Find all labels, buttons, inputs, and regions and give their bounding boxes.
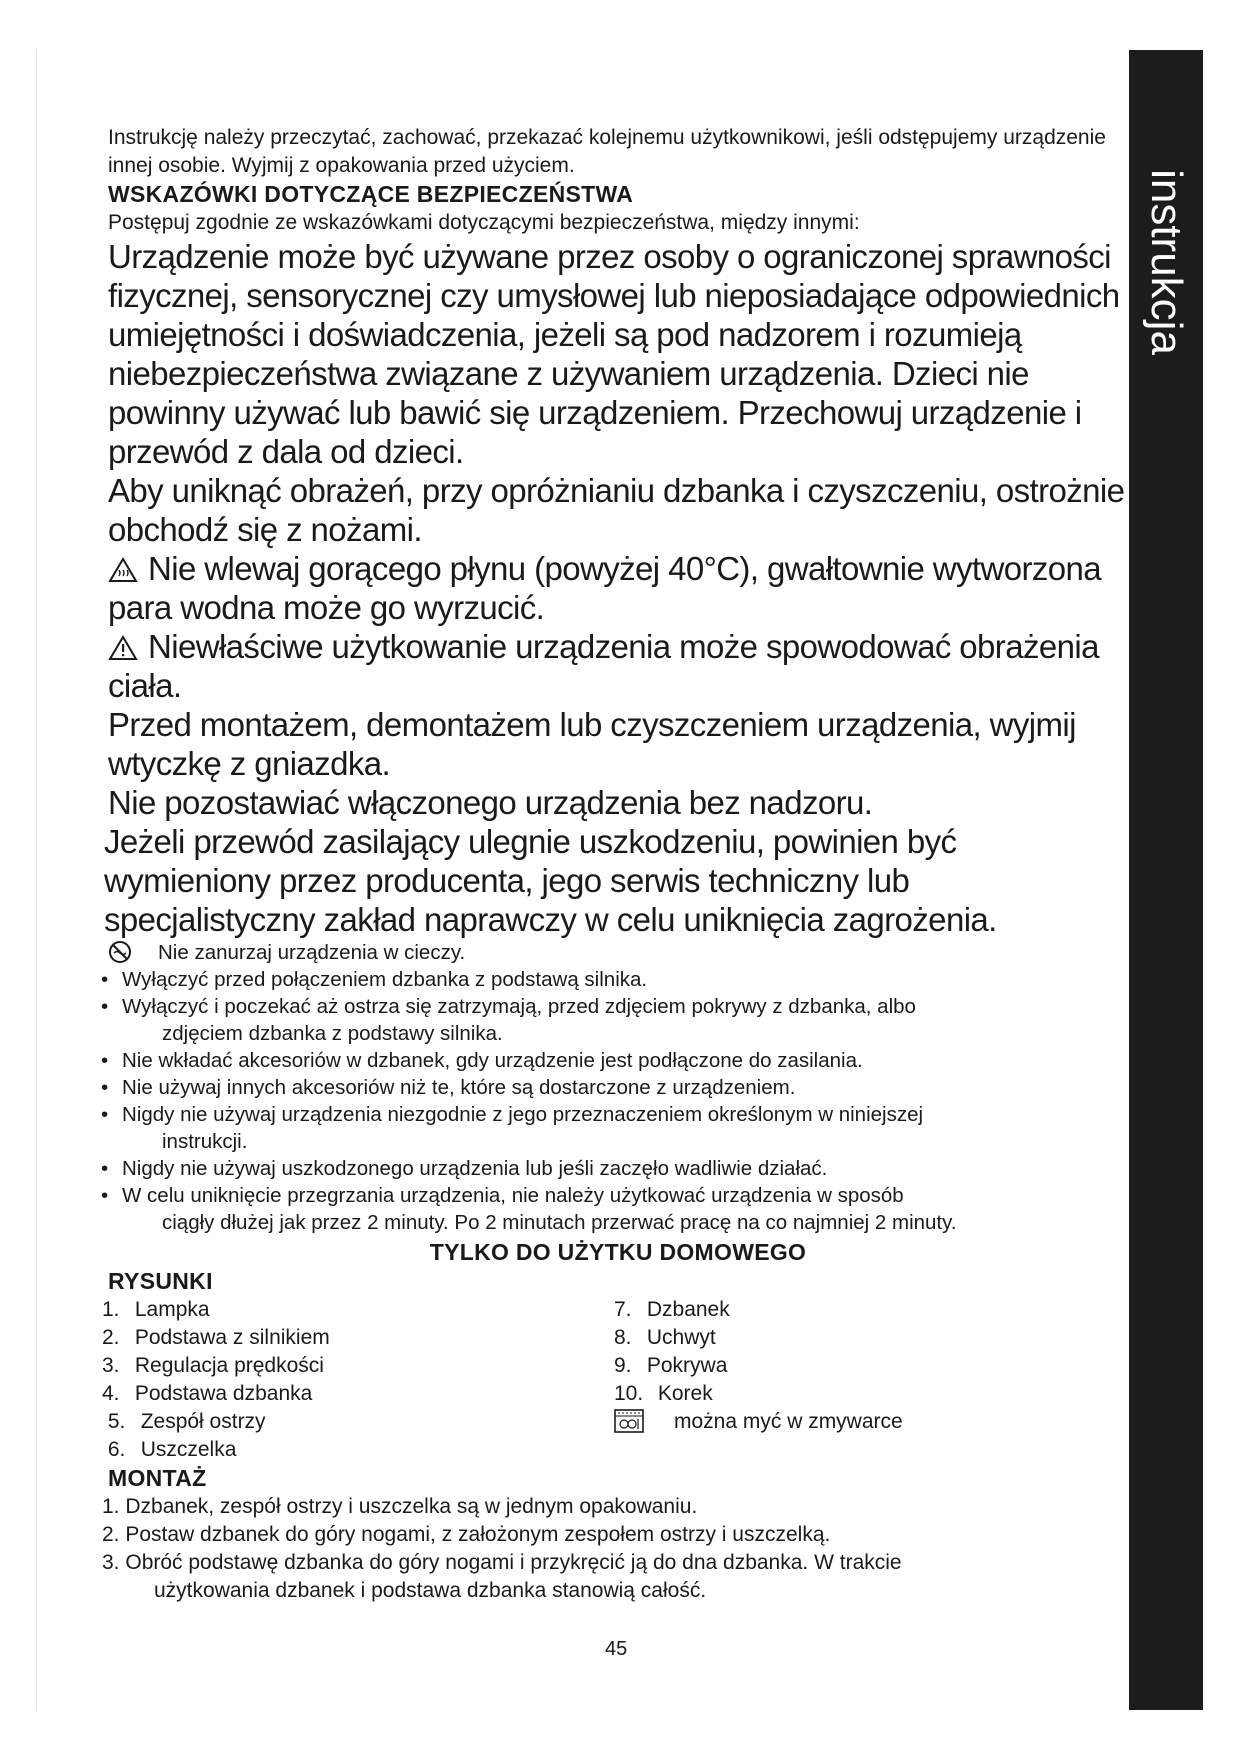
household-use-heading: TYLKO DO UŻYTKU DOMOWEGO bbox=[429, 1239, 807, 1265]
hot-liquid-warning bbox=[108, 549, 1128, 627]
no-immerse-line bbox=[108, 939, 1128, 966]
figure-item: 3. Regulacja prędkości bbox=[102, 1354, 324, 1377]
list-item: • Nigdy nie używaj uszkodzonego urządzenia lub jeśli zaczęło wadliwie działać. bbox=[108, 1155, 1128, 1182]
figures-heading: RYSUNKI bbox=[108, 1268, 213, 1294]
safety-paragraph-7: Jeżeli przewód zasilający ulegnie uszkodzeniu, powinien być wymieniony przez producenta, jego serwis techniczny lub specjalistyczny zakład naprawczy w celu uniknięcia zagrożenia. bbox=[104, 823, 997, 938]
warning-icon bbox=[108, 635, 138, 661]
figures-list bbox=[102, 1296, 1128, 1464]
hot-surface-warning-icon bbox=[108, 557, 138, 583]
no-immerse-text: Nie zanurzaj urządzenia w cieczy. bbox=[158, 941, 466, 964]
side-tab-label: instrukcja bbox=[1142, 169, 1191, 355]
figure-item: 9. Pokrywa bbox=[614, 1354, 728, 1377]
do-not-immerse-icon bbox=[108, 940, 132, 964]
figure-item: 2. Podstawa z silnikiem bbox=[102, 1326, 330, 1349]
safety-paragraph-5: Przed montażem, demontażem lub czyszczeniem urządzenia, wyjmij wtyczkę z gniazdka. bbox=[108, 706, 1076, 782]
figure-item: 1. Lampka bbox=[102, 1298, 210, 1321]
hot-liquid-text: Nie wlewaj gorącego płynu (powyżej 40°C), gwałtownie wytworzona para wodna może go wyrzucić. bbox=[108, 550, 1102, 626]
safety-heading: WSKAZÓWKI DOTYCZĄCE BEZPIECZEŃSTWA bbox=[108, 181, 634, 207]
safety-paragraph-1: Urządzenie może być używane przez osoby o ograniczonej sprawności fizycznej, sensorycznej czy umysłowej lub nieposiadające odpowiednich umiejętności i doświadczenia, jeżeli są pod nadzorem i rozumieją niebezpieczeństwa związane z używaniem urządzenia. Dzieci nie powinny używać lub bawić się urządzeniem. Przechowuj urządzenie i przewód z dala od dzieci. bbox=[108, 238, 1120, 470]
list-item: 1. Dzbanek, zespół ostrzy i uszczelka są w jednym opakowaniu. bbox=[102, 1495, 698, 1518]
misuse-warning bbox=[108, 627, 1128, 705]
dishwasher-icon bbox=[614, 1409, 644, 1433]
dishwasher-safe-note bbox=[614, 1408, 1014, 1436]
list-item: • Wyłączyć przed połączeniem dzbanka z podstawą silnika. bbox=[108, 966, 1128, 993]
list-item: 2. Postaw dzbanek do góry nogami, z założonym zespołem ostrzy i uszczelką. bbox=[102, 1523, 831, 1546]
list-item: • W celu uniknięcie przegrzania urządzenia, nie należy użytkować urządzenia w sposób ciągły dłużej jak przez 2 minuty. Po 2 minutach przerwać pracę na co najmniej 2 minuty. bbox=[108, 1182, 1128, 1236]
figure-item: 4. Podstawa dzbanka bbox=[102, 1382, 313, 1405]
page-number: 45 bbox=[605, 1638, 628, 1660]
safety-paragraph-6: Nie pozostawiać włączonego urządzenia bez nadzoru. bbox=[108, 784, 873, 821]
intro-text: Instrukcję należy przeczytać, zachować, przekazać kolejnemu użytkownikowi, jeśli odstępujemy urządzenie innej osobie. Wyjmij z opakowania przed użyciem. bbox=[108, 126, 1106, 177]
list-item: • Nigdy nie używaj urządzenia niezgodnie z jego przeznaczeniem określonym w niniejszej instrukcji. bbox=[108, 1101, 1128, 1155]
dishwasher-text: można myć w zmywarce bbox=[674, 1410, 903, 1433]
figures-column-right bbox=[614, 1296, 1014, 1464]
misuse-text: Niewłaściwe użytkowanie urządzenia może spowodować obrażenia ciała. bbox=[108, 628, 1099, 704]
safety-paragraph-2: Aby uniknąć obrażeń, przy opróżnianiu dzbanka i czyszczeniu, ostrożnie obchodź się z nożami. bbox=[108, 472, 1125, 548]
figure-item: 7. Dzbanek bbox=[614, 1298, 730, 1321]
figure-item: 10. Korek bbox=[614, 1382, 713, 1405]
list-item: • Nie używaj innych akcesoriów niż te, które są dostarczone z urządzeniem. bbox=[108, 1074, 1128, 1101]
list-item: • Nie wkładać akcesoriów w dzbanek, gdy urządzenie jest podłączone do zasilania. bbox=[108, 1047, 1128, 1074]
page-edge-line bbox=[36, 50, 37, 1710]
assembly-heading: MONTAŻ bbox=[108, 1465, 207, 1491]
safety-lead: Postępuj zgodnie ze wskazówkami dotyczącymi bezpieczeństwa, między innymi: bbox=[108, 211, 860, 234]
page-content bbox=[102, 124, 1128, 1605]
figure-item: 6. Uszczelka bbox=[107, 1438, 237, 1461]
assembly-steps bbox=[102, 1493, 1128, 1605]
list-item: 3. Obróć podstawę dzbanka do góry nogami i przykręcić ją do dna dzbanka. W trakcie użytkowania dzbanek i podstawa dzbanka stanowią całość. bbox=[102, 1551, 902, 1602]
figures-column-left bbox=[102, 1296, 614, 1464]
safety-bullet-list bbox=[108, 966, 1128, 1236]
list-item: • Wyłączyć i poczekać aż ostrza się zatrzymają, przed zdjęciem pokrywy z dzbanka, albo zdjęciem dzbanka z podstawy silnika. bbox=[108, 993, 1128, 1047]
figure-item: 8. Uchwyt bbox=[614, 1326, 716, 1349]
figure-item: 5. Zespół ostrzy bbox=[107, 1410, 266, 1433]
side-tab bbox=[1129, 50, 1203, 1710]
